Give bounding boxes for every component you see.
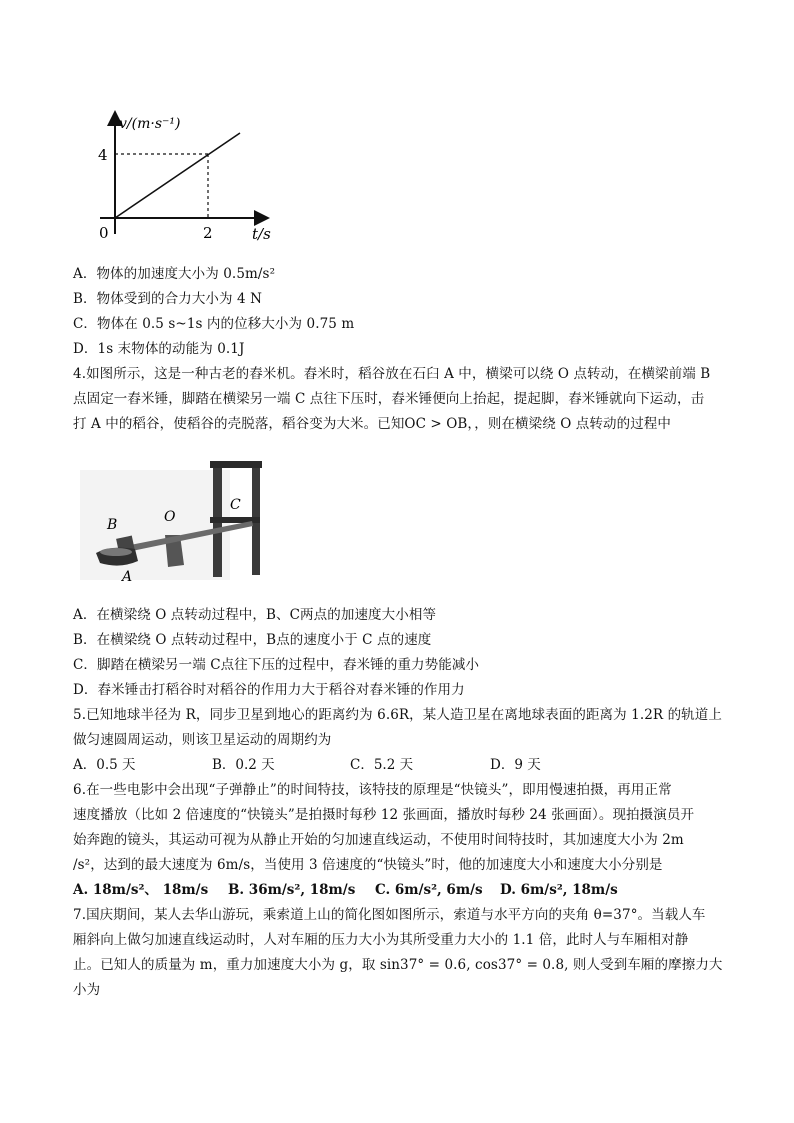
- q5-option-b: B．0.2 天: [212, 757, 275, 773]
- y-axis-label: v/(m·s⁻¹): [119, 116, 181, 132]
- q6-stem-line4: /s²，达到的最大速度为 6m/s，当使用 3 倍速度的“快镜头”时，他的加速度大小和速度大小分别是: [73, 857, 663, 873]
- q7-stem-line4: 小为: [73, 982, 101, 998]
- q3-option-a: A．物体的加速度大小为 0.5m/s²: [73, 266, 276, 282]
- q7-stem-line1: 7.国庆期间，某人去华山游玩，乘索道上山的简化图如图所示，索道与水平方向的夹角 θ=37°。当载人车: [73, 907, 706, 923]
- q3-option-d: D．1s 末物体的动能为 0.1J: [73, 341, 245, 357]
- q6-stem-line3: 始奔跑的镜头，其运动可视为从静止开始的匀加速直线运动，不使用时间特技时，其加速度大小为 2m: [73, 832, 684, 848]
- q6-option-d: D. 6m/s², 18m/s: [500, 882, 618, 898]
- q5-option-a: A．0.5 天: [73, 757, 136, 773]
- q3-option-c: C．物体在 0.5 s~1s 内的位移大小为 0.75 m: [73, 316, 355, 332]
- q6-stem-line2: 速度播放（比如 2 倍速度的“快镜头”是拍摄时每秒 12 张画面，播放时每秒 24 张画面）。现拍摄演员开: [73, 807, 695, 823]
- q4-option-d: D．舂米锤击打稻谷时对稻谷的作用力大于稻谷对舂米锤的作用力: [73, 682, 465, 698]
- frame-base-bar: [210, 517, 260, 523]
- frame-top-bar: [210, 461, 262, 468]
- q5-stem-line1: 5.已知地球半径为 R，同步卫星到地心的距离约为 6.6R，某人造卫星在离地球表面的距离为 1.2R 的轨道上: [73, 707, 722, 723]
- q4-option-b: B．在横梁绕 O 点转动过程中，B点的速度小于 C 点的速度: [73, 632, 432, 648]
- q4-stem-line2: 点固定一舂米锤，脚踏在横梁另一端 C 点往下压时，舂米锤便向上抬起，提起脚，舂米锤就向下运动，击: [73, 391, 705, 407]
- q4-stem-line1: 4.如图所示，这是一种古老的舂米机。舂米时，稻谷放在石臼 A 中，横梁可以绕 O 点转动，在横梁前端 B: [73, 366, 711, 382]
- label-o: O: [164, 509, 176, 525]
- label-b: B: [107, 517, 118, 533]
- x-tick-2: 2: [203, 224, 213, 242]
- origin-label: 0: [99, 224, 109, 242]
- label-a: A: [122, 569, 133, 585]
- q6-option-a: A. 18m/s²、 18m/s: [73, 882, 209, 898]
- x-axis-label: t/s: [252, 225, 271, 243]
- q6-stem-line1: 6.在一些电影中会出现“子弹静止”的时间特技，该特技的原理是“快镜头”，即用慢速拍摄，再用正常: [73, 782, 672, 798]
- y-tick-4: 4: [98, 146, 108, 164]
- velocity-line: [115, 133, 240, 218]
- q5-option-c: C．5.2 天: [350, 757, 414, 773]
- q3-option-b: B．物体受到的合力大小为 4 N: [73, 291, 263, 307]
- label-c: C: [230, 497, 241, 513]
- vt-graph: [90, 108, 290, 248]
- mortar-rim: [100, 548, 132, 556]
- q5-option-d: D．9 天: [490, 757, 541, 773]
- q7-stem-line3: 止。已知人的质量为 m，重力加速度大小为 g，取 sin37° = 0.6, cos37° = 0.8, 则人受到车厢的摩擦力大: [73, 957, 723, 973]
- q6-option-b: B. 36m/s², 18m/s: [228, 882, 356, 898]
- q7-stem-line2: 厢斜向上做匀加速直线运动时，人对车厢的压力大小为其所受重力大小的 1.1 倍，此时人与车厢相对静: [73, 932, 689, 948]
- rice-pounder-figure: [80, 455, 280, 585]
- q4-option-a: A．在横梁绕 O 点转动过程中，B、C两点的加速度大小相等: [73, 607, 437, 623]
- q4-option-c: C．脚踏在横梁另一端 C点往下压的过程中，舂米锤的重力势能减小: [73, 657, 480, 673]
- q4-stem-line3: 打 A 中的稻谷，使稻谷的壳脱落，稻谷变为大米。已知OC > OB，，则在横梁绕 O 点转动的过程中: [73, 416, 672, 432]
- q6-option-c: C. 6m/s², 6m/s: [375, 882, 483, 898]
- q5-stem-line2: 做匀速圆周运动，则该卫星运动的周期约为: [73, 732, 332, 748]
